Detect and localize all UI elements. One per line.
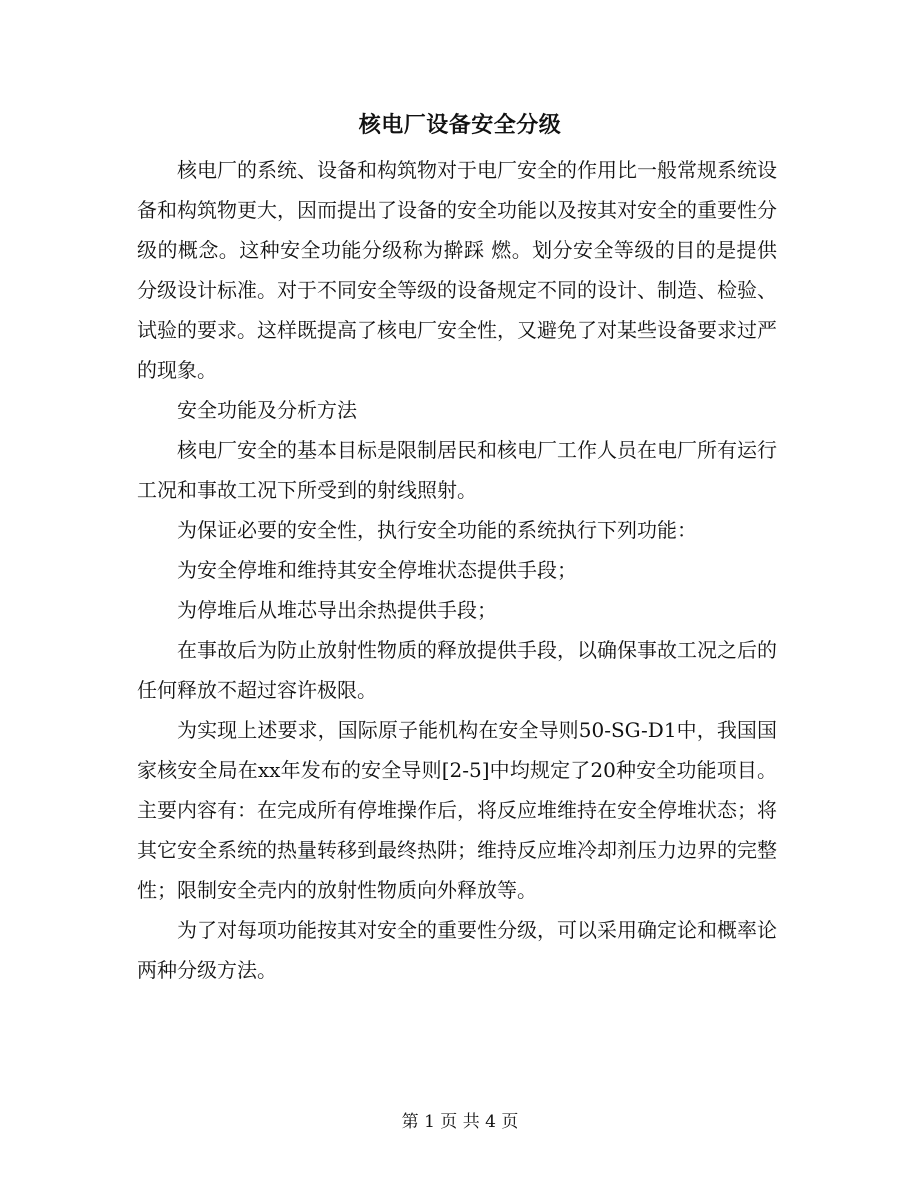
paragraph-basic-goal: 核电厂安全的基本目标是限制居民和核电厂工作人员在电厂所有运行工况和事故工况下所受到的射线照射。 [137, 438, 777, 502]
list-item-release-prevention: 在事故后为防止放射性物质的释放提供手段，以确保事故工况之后的任何释放不超过容许极限。 [137, 638, 777, 702]
paragraph-functions-intro: 为保证必要的安全性，执行安全功能的系统执行下列功能： [177, 518, 697, 542]
document-title: 核电厂设备安全分级 [358, 112, 562, 138]
paragraph-iaea-guidelines: 为实现上述要求，国际原子能机构在安全导则50-SG-D1中，我国国家核安全局在xx年发布的安全导则[2-5]中均规定了20种安全功能项目。主要内容有：在完成所有停堆操作后，将反应堆维持在安全停堆状态；将其它安全系统的热量转移到最终热阱；维持反应堆冷却剂压力边界的完整性；限制安全壳内的放射性物质向外释放等。 [137, 718, 777, 902]
list-item-residual-heat: 为停堆后从堆芯导出余热提供手段； [177, 598, 497, 622]
document-body [137, 150, 777, 990]
page-footer: 第 1 页 共 4 页 [401, 1112, 519, 1132]
paragraph-intro: 核电厂的系统、设备和构筑物对于电厂安全的作用比一般常规系统设备和构筑物更大，因而提出了设备的安全功能以及按其对安全的重要性分级的概念。这种安全功能分级称为擀踩 燃。划分安全等级的目的是提供分级设计标准。对于不同安全等级的设备规定不同的设计、制造、检验、试验的要求。这样既提高了核电厂安全性，又避免了对某些设备要求过严的现象。 [137, 158, 777, 382]
section-heading-safety-functions: 安全功能及分析方法 [177, 398, 357, 422]
list-item-safe-shutdown: 为安全停堆和维持其安全停堆状态提供手段； [177, 558, 577, 582]
paragraph-classification-methods: 为了对每项功能按其对安全的重要性分级，可以采用确定论和概率论两种分级方法。 [137, 918, 777, 982]
